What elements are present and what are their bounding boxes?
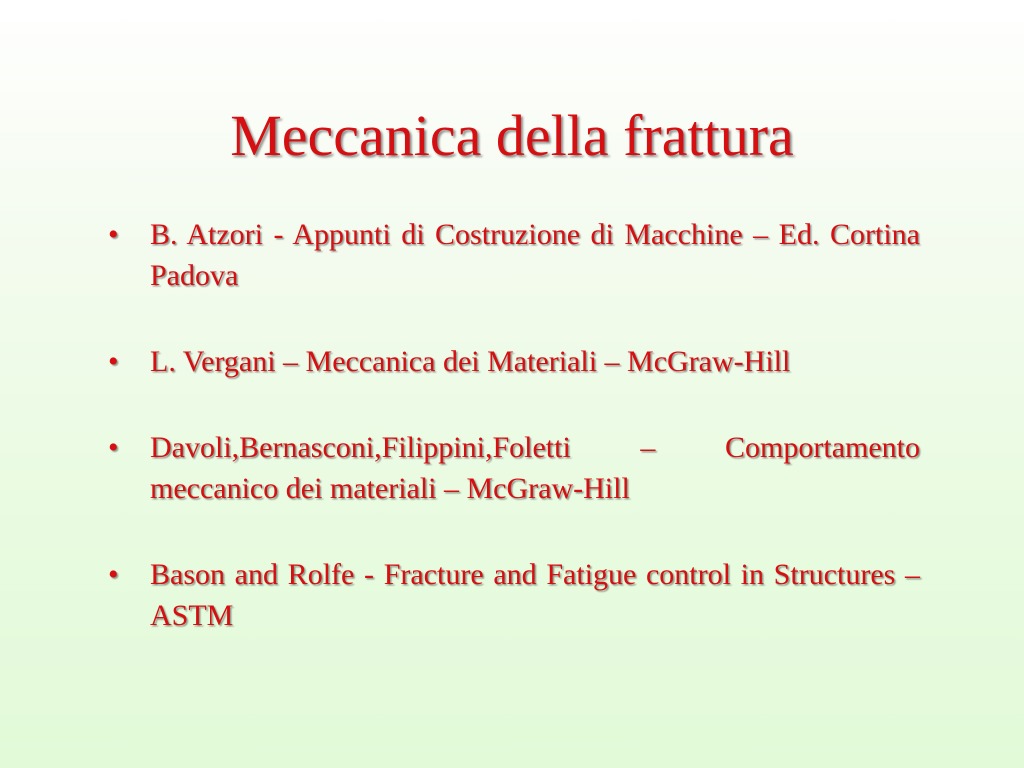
bullet-dot-icon: • [108, 218, 119, 251]
list-item [108, 214, 920, 296]
bullet-dot-icon: • [108, 345, 119, 378]
reference-text: Bason and Rolfe - Fracture and Fatigue control in Structures – ASTM [150, 558, 920, 632]
bullet-dot-icon: • [108, 431, 119, 464]
slide-title: Meccanica della frattura [230, 103, 794, 168]
reference-text: B. Atzori - Appunti di Costruzione di Macchine – Ed. Cortina Padova [150, 218, 920, 292]
bullet-dot-icon: • [108, 558, 119, 591]
list-item [108, 554, 920, 636]
reference-list [108, 214, 920, 681]
reference-text: L. Vergani – Meccanica dei Materiali – McGraw-Hill [150, 345, 791, 378]
reference-text: Davoli,Bernasconi,Filippini,Foletti – Comportamento meccanico dei materiali – McGraw-Hill [150, 431, 920, 505]
list-item [108, 427, 920, 509]
list-item [108, 341, 920, 382]
